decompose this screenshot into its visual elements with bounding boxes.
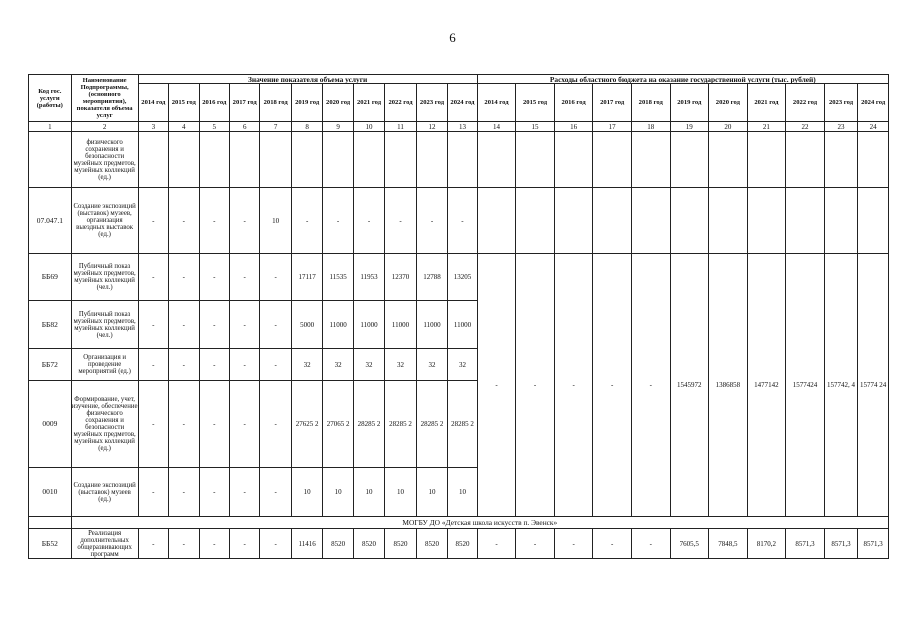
volume-value: 32 (416, 349, 447, 381)
volume-value: 32 (385, 349, 416, 381)
column-number: 16 (554, 122, 593, 132)
volume-value: - (229, 381, 259, 468)
volume-year-header: 2014 год (138, 84, 168, 122)
volume-year-header: 2018 год (260, 84, 291, 122)
column-number: 19 (670, 122, 709, 132)
volume-value: - (199, 529, 229, 559)
volume-value: - (229, 188, 259, 254)
volume-value: - (260, 254, 291, 301)
volume-value: 10 (416, 468, 447, 517)
expense-value: - (477, 254, 516, 517)
volume-value: 8520 (448, 529, 477, 559)
org-row (29, 517, 889, 529)
volume-value: - (260, 529, 291, 559)
volume-value (448, 132, 477, 188)
volume-value (199, 132, 229, 188)
volume-value: - (416, 188, 447, 254)
indicator-name: Создание экспозиций (выставок) музеев (ед.) (71, 468, 138, 517)
volume-value: 11000 (323, 301, 353, 349)
expense-year-header: 2023 год (824, 84, 857, 122)
table-row (29, 254, 889, 301)
volume-value: 10 (448, 468, 477, 517)
column-number: 21 (747, 122, 786, 132)
expense-value: - (516, 529, 555, 559)
column-number: 17 (593, 122, 632, 132)
column-number: 11 (385, 122, 416, 132)
volume-value (416, 132, 447, 188)
volume-value: - (169, 529, 199, 559)
volume-value: - (138, 529, 168, 559)
volume-value: - (385, 188, 416, 254)
expense-value: 1577424 (786, 254, 825, 517)
service-code: ББ52 (29, 529, 72, 559)
volume-value: - (229, 301, 259, 349)
service-code: 07.047.1 (29, 188, 72, 254)
expense-year-header: 2021 год (747, 84, 786, 122)
expense-empty (786, 188, 825, 254)
volume-value (169, 132, 199, 188)
volume-value: - (199, 301, 229, 349)
volume-value: 5000 (291, 301, 322, 349)
expense-value: - (593, 254, 632, 517)
volume-value: 11416 (291, 529, 322, 559)
expense-empty (516, 132, 555, 188)
volume-value: 32 (353, 349, 384, 381)
volume-value: - (229, 349, 259, 381)
volume-value: - (291, 188, 322, 254)
volume-value: 13205 (448, 254, 477, 301)
volume-value: 12370 (385, 254, 416, 301)
volume-value (385, 132, 416, 188)
volume-value: 17117 (291, 254, 322, 301)
expense-empty (670, 188, 709, 254)
volume-year-header: 2021 год (353, 84, 384, 122)
volume-value: - (260, 349, 291, 381)
volume-value: - (199, 188, 229, 254)
volume-value: 10 (353, 468, 384, 517)
column-number: 15 (516, 122, 555, 132)
header-volume-group: Значение показателя объема услуги (138, 75, 477, 84)
service-code: 0010 (29, 468, 72, 517)
volume-value: 28285 2 (448, 381, 477, 468)
volume-value: 10 (323, 468, 353, 517)
expense-year-header: 2024 год (858, 84, 889, 122)
volume-value: - (199, 468, 229, 517)
page-number: 6 (449, 30, 456, 45)
indicator-name: Публичный показ музейных предметов, музейных коллекций (чел.) (71, 301, 138, 349)
expense-empty (631, 188, 670, 254)
volume-value: - (169, 468, 199, 517)
column-number: 1 (29, 122, 72, 132)
volume-value (138, 132, 168, 188)
expense-value: - (631, 254, 670, 517)
expense-empty (593, 188, 632, 254)
volume-value: 8520 (385, 529, 416, 559)
indicator-name: физического сохранения и безопасности музейных предметов, музейных коллекций (ед.) (71, 132, 138, 188)
service-code: ББ69 (29, 254, 72, 301)
column-number: 8 (291, 122, 322, 132)
volume-value: - (199, 349, 229, 381)
expense-empty (824, 132, 857, 188)
volume-value: - (169, 381, 199, 468)
volume-value (229, 132, 259, 188)
volume-value: - (199, 254, 229, 301)
column-number: 7 (260, 122, 291, 132)
expense-value: - (477, 529, 516, 559)
volume-value: - (138, 468, 168, 517)
expense-value: 8571,3 (858, 529, 889, 559)
year-header-row (29, 84, 889, 122)
column-number: 5 (199, 122, 229, 132)
column-number: 9 (323, 122, 353, 132)
expense-empty (477, 188, 516, 254)
volume-value: - (260, 381, 291, 468)
expense-value: 7605,5 (670, 529, 709, 559)
expense-value: 15774 24 (858, 254, 889, 517)
volume-value: 12788 (416, 254, 447, 301)
column-number: 14 (477, 122, 516, 132)
service-code: ББ82 (29, 301, 72, 349)
volume-year-header: 2023 год (416, 84, 447, 122)
expense-value: - (554, 254, 593, 517)
expense-year-header: 2018 год (631, 84, 670, 122)
expense-value: 157742, 4 (824, 254, 857, 517)
org-empty (29, 517, 72, 529)
volume-value: - (138, 188, 168, 254)
expense-empty (824, 188, 857, 254)
table-row (29, 188, 889, 254)
volume-value: - (229, 254, 259, 301)
volume-value: 11953 (353, 254, 384, 301)
table-row (29, 132, 889, 188)
expense-empty (709, 132, 748, 188)
volume-value (291, 132, 322, 188)
volume-value: 10 (385, 468, 416, 517)
expense-empty (858, 188, 889, 254)
column-number: 18 (631, 122, 670, 132)
expense-value: 1386858 (709, 254, 748, 517)
column-number: 22 (786, 122, 825, 132)
org-title: МОГБУ ДО «Детская школа искусств п. Эвенск» (71, 517, 888, 529)
volume-value: 28285 2 (385, 381, 416, 468)
volume-value: - (169, 254, 199, 301)
table-row (29, 529, 889, 559)
volume-value (353, 132, 384, 188)
volume-value: - (169, 188, 199, 254)
volume-value: 11000 (385, 301, 416, 349)
volume-year-header: 2017 год (229, 84, 259, 122)
volume-value: - (229, 468, 259, 517)
expense-empty (786, 132, 825, 188)
volume-value: 27625 2 (291, 381, 322, 468)
indicator-name: Публичный показ музейных предметов, музейных коллекций (чел.) (71, 254, 138, 301)
volume-year-header: 2019 год (291, 84, 322, 122)
volume-value: - (169, 301, 199, 349)
expense-year-header: 2015 год (516, 84, 555, 122)
volume-value: 28285 2 (416, 381, 447, 468)
column-number: 10 (353, 122, 384, 132)
volume-value: 32 (291, 349, 322, 381)
volume-year-header: 2024 год (448, 84, 477, 122)
volume-value: 27065 2 (323, 381, 353, 468)
service-code: ББ72 (29, 349, 72, 381)
volume-value: 11000 (448, 301, 477, 349)
expense-empty (747, 188, 786, 254)
volume-value: - (169, 349, 199, 381)
expense-year-header: 2017 год (593, 84, 632, 122)
expense-empty (554, 132, 593, 188)
expense-value: 8571,3 (786, 529, 825, 559)
volume-value: - (260, 468, 291, 517)
expense-year-header: 2014 год (477, 84, 516, 122)
expense-value: 1545972 (670, 254, 709, 517)
expense-value: 8170,2 (747, 529, 786, 559)
volume-value: 10 (260, 188, 291, 254)
volume-value: - (138, 349, 168, 381)
expense-empty (516, 188, 555, 254)
expense-empty (554, 188, 593, 254)
volume-value: - (138, 254, 168, 301)
expense-year-header: 2019 год (670, 84, 709, 122)
volume-value (260, 132, 291, 188)
indicator-name: Создание экспозиций (выставок) музеев, организация выездных выставок (ед.) (71, 188, 138, 254)
column-number: 13 (448, 122, 477, 132)
service-code (29, 132, 72, 188)
volume-value: 11535 (323, 254, 353, 301)
expense-empty (631, 132, 670, 188)
expense-value: - (631, 529, 670, 559)
column-number: 3 (138, 122, 168, 132)
volume-value: - (260, 301, 291, 349)
column-number: 12 (416, 122, 447, 132)
expense-value: - (593, 529, 632, 559)
expense-value: 8571,3 (824, 529, 857, 559)
volume-value (323, 132, 353, 188)
expense-empty (477, 132, 516, 188)
volume-value: - (199, 381, 229, 468)
volume-year-header: 2022 год (385, 84, 416, 122)
column-number: 24 (858, 122, 889, 132)
expense-value: - (516, 254, 555, 517)
volume-value: 11000 (416, 301, 447, 349)
expense-value: 1477142 (747, 254, 786, 517)
column-number: 20 (709, 122, 748, 132)
volume-value: 28285 2 (353, 381, 384, 468)
volume-value: 32 (323, 349, 353, 381)
expense-empty (593, 132, 632, 188)
volume-value: 32 (448, 349, 477, 381)
volume-value: 11000 (353, 301, 384, 349)
service-code: 0009 (29, 381, 72, 468)
volume-value: 8520 (416, 529, 447, 559)
volume-year-header: 2015 год (169, 84, 199, 122)
volume-value: 8520 (323, 529, 353, 559)
expense-empty (709, 188, 748, 254)
volume-year-header: 2016 год (199, 84, 229, 122)
volume-value: - (138, 381, 168, 468)
volume-value: - (138, 301, 168, 349)
volume-value: - (448, 188, 477, 254)
column-number: 23 (824, 122, 857, 132)
expense-value: 7848,5 (709, 529, 748, 559)
column-number: 6 (229, 122, 259, 132)
volume-value: 10 (291, 468, 322, 517)
expense-empty (670, 132, 709, 188)
indicator-name: Реализация дополнительных общеразвивающих программ (71, 529, 138, 559)
expense-empty (858, 132, 889, 188)
indicator-name: Формирование, учет, изучение, обеспечение физического сохранения и безопасности музейных предметов, музейных коллекций (ед.) (71, 381, 138, 468)
header-name: Наименование Подпрограммы, (основного мероприятия), показателя объема услуг (71, 75, 138, 122)
header-code: Код гос. услуги (работы) (29, 75, 72, 122)
volume-value: - (323, 188, 353, 254)
expense-empty (747, 132, 786, 188)
column-number-row (29, 122, 889, 132)
column-number: 2 (71, 122, 138, 132)
column-number: 4 (169, 122, 199, 132)
volume-value: - (353, 188, 384, 254)
volume-value: - (229, 529, 259, 559)
budget-table (28, 74, 889, 559)
volume-value: 8520 (353, 529, 384, 559)
expense-year-header: 2020 год (709, 84, 748, 122)
header-expense-group: Расходы областного бюджета на оказание государственной услуги (тыс. рублей) (477, 75, 888, 84)
expense-value: - (554, 529, 593, 559)
expense-year-header: 2016 год (554, 84, 593, 122)
expense-year-header: 2022 год (786, 84, 825, 122)
volume-year-header: 2020 год (323, 84, 353, 122)
indicator-name: Организация и проведение мероприятий (ед.) (71, 349, 138, 381)
